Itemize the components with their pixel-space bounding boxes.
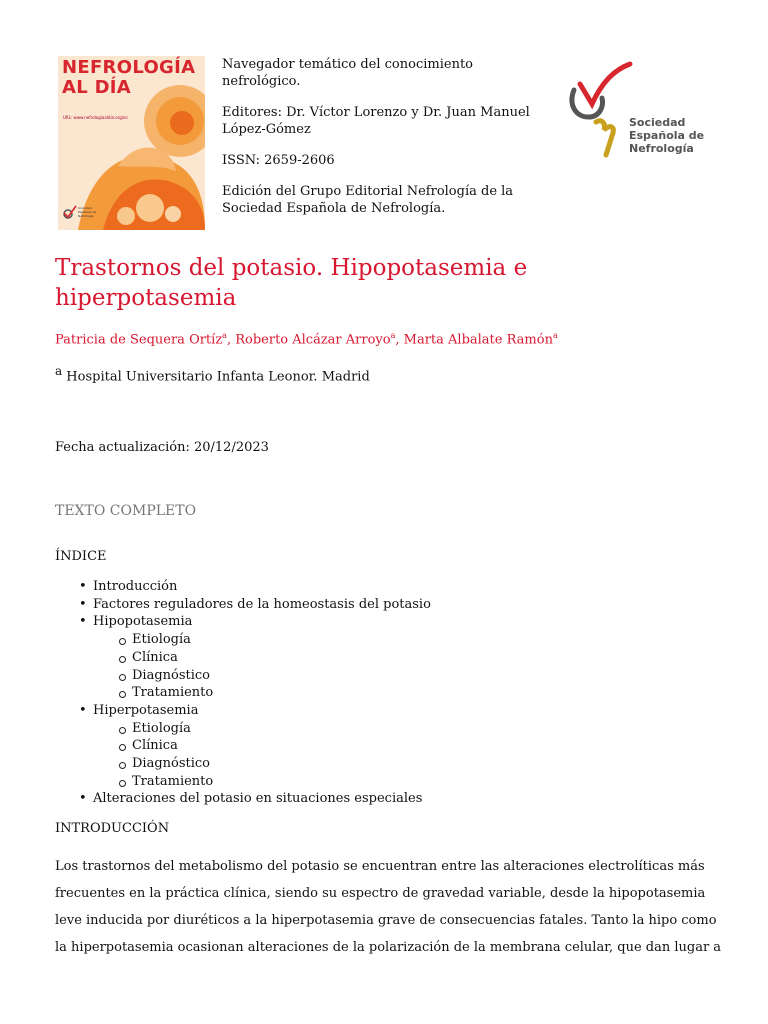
affiliation-text: Hospital Universitario Infanta Leonor. Madrid <box>66 369 370 385</box>
author-affiliation-mark: a <box>222 331 227 340</box>
sen-logo-text: Sociedad Española de Nefrología <box>629 116 705 155</box>
toc-item[interactable]: • Introducción <box>55 578 431 596</box>
journal-description: Navegador temático del conocimiento nefrológico. <box>222 57 473 89</box>
toc-subitem[interactable]: Tratamiento <box>55 684 431 702</box>
paragraph-line: Los trastornos del metabolismo del potasio se encuentran entre las alteraciones electrolíticas más <box>55 859 705 874</box>
full-text-link[interactable]: TEXTO COMPLETO <box>55 503 197 519</box>
journal-issn: ISSN: 2659-2606 <box>222 153 335 168</box>
toc-subitem[interactable]: Etiología <box>55 631 431 649</box>
author-link[interactable]: Patricia de Sequera Ortíz <box>55 332 223 348</box>
cover-society-icon <box>62 204 78 222</box>
author-list: Patricia de Sequera Ortíz$^a$, Roberto Alcázar Arroyo$^a$, Marta Albalate Ramón$^a$ <box>55 331 558 348</box>
intro-heading: INTRODUCCIÓN <box>55 821 170 836</box>
cover-title: NEFROLOGÍA AL DÍA <box>62 57 196 98</box>
affiliation <box>55 364 370 384</box>
update-date: Fecha actualización: 20/12/2023 <box>55 440 269 455</box>
author-link[interactable]: Roberto Alcázar Arroyo <box>235 332 391 348</box>
toc-item[interactable]: • Hiperpotasemia <box>55 702 431 720</box>
toc-subitem[interactable]: Diagnóstico <box>55 667 431 685</box>
cover-society-text: Sociedad Española de Nefrología <box>78 206 97 218</box>
toc-item[interactable]: • Hipopotasemia <box>55 613 431 631</box>
index-heading: ÍNDICE <box>55 549 107 564</box>
toc-subitem[interactable]: Clínica <box>55 737 431 755</box>
toc-subitem[interactable]: Etiología <box>55 720 431 738</box>
author-affiliation-mark: a <box>390 331 396 340</box>
intro-paragraph <box>55 853 722 961</box>
affiliation-mark: a <box>55 364 63 378</box>
paragraph-line: leve inducida por diuréticos a la hiperpotasemia grave de consecuencias fatales. Tanto la hipo como <box>55 913 717 928</box>
toc-subitem[interactable]: Tratamiento <box>55 773 431 791</box>
paragraph-line: la hiperpotasemia ocasionan alteraciones de la polarización de la membrana celular, que dan lugar a <box>55 940 722 955</box>
paragraph-line: frecuentes en la práctica clínica, siendo su espectro de gravedad variable, desde la hipopotasemia <box>55 886 706 901</box>
journal-cover <box>58 56 205 230</box>
cover-url: URL: www.nefrologiaaldia.org/es <box>63 115 128 120</box>
sen-logo <box>566 60 716 160</box>
journal-edition: Edición del Grupo Editorial Nefrología de la Sociedad Española de Nefrología. <box>222 184 514 216</box>
article-title: Trastornos del potasio. Hipopotasemia e hiperpotasemia <box>55 255 528 311</box>
toc-item[interactable]: • Factores reguladores de la homeostasis del potasio <box>55 596 431 614</box>
table-of-contents <box>55 578 431 808</box>
journal-editors: Editores: Dr. Víctor Lorenzo y Dr. Juan Manuel López-Gómez <box>222 105 530 137</box>
journal-info <box>222 56 542 231</box>
toc-subitem[interactable]: Diagnóstico <box>55 755 431 773</box>
sen-logo-icon <box>566 60 636 160</box>
author-link[interactable]: Marta Albalate Ramón <box>403 332 553 348</box>
toc-subitem[interactable]: Clínica <box>55 649 431 667</box>
toc-item[interactable]: • Alteraciones del potasio en situaciones especiales <box>55 790 431 808</box>
author-affiliation-mark: a <box>552 331 558 340</box>
